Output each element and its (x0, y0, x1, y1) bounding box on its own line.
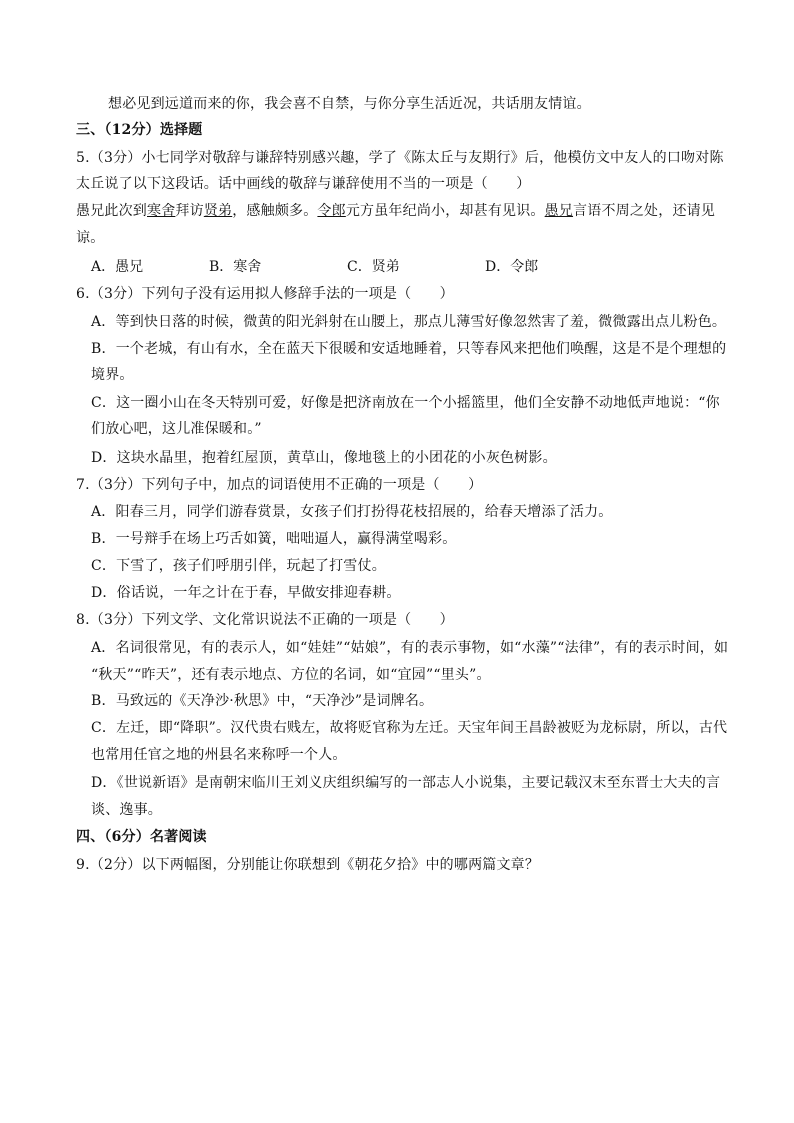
q5-underlined-word: 寒舍 (147, 203, 176, 219)
q5-passage-text: 拜访 (175, 203, 204, 219)
q5-option-a[interactable]: A．愚兄 (91, 259, 144, 275)
q8-option-a-cont: “秋天”“昨天”，还有表示地点、方位的名词，如“宜园”“里头”。 (91, 667, 491, 683)
q5-stem-line1: 5.（3分）小七同学对敬辞与谦辞特别感兴趣，学了《陈太丘与友期行》后，他模仿文中友人的口吻对陈 (76, 150, 724, 166)
q7-stem: 7.（3分）下列句子中，加点的词语使用不正确的一项是（ ） (76, 477, 483, 493)
q6-option-c[interactable]: C．这一圈小山在冬天特别可爱，好像是把济南放在一个小摇篮里，他们全安静不动地低声地说：“你 (91, 395, 720, 411)
q6-stem: 6.（3分）下列句子没有运用拟人修辞手法的一项是（ ） (76, 286, 454, 302)
q5-underlined-word: 贤弟 (203, 203, 233, 219)
q8-option-d-cont: 谈、逸事。 (91, 802, 162, 818)
section-3-title: 三、（12分）选择题 (76, 122, 203, 138)
q6-option-c-cont: 们放心吧，这儿准保暖和。” (91, 421, 262, 437)
q5-passage-line2: 谅。 (76, 230, 105, 246)
q5-underlined-word: 愚兄 (544, 203, 574, 219)
q6-option-b-cont: 境界。 (91, 367, 134, 383)
q5-passage-text: ，感触颇多。 (232, 203, 318, 219)
q8-option-c-cont: 也常用任官之地的州县名来称呼一个人。 (91, 747, 347, 763)
q5-passage-text: 愚兄此次到 (76, 203, 147, 219)
q9-stem: 9.（2分）以下两幅图，分别能让你联想到《朝花夕拾》中的哪两篇文章？ (76, 857, 540, 873)
q8-option-c[interactable]: C．左迁，即“降职”。汉代贵右贱左，故将贬官称为左迁。天宝年间王昌龄被贬为龙标尉，所以，古代 (91, 720, 728, 736)
q5-underlined-word: 令郎 (317, 203, 346, 219)
q5-passage-text: 言语不周之处，还请见 (573, 203, 716, 219)
q5-stem-line2: 太丘说了以下这段话。话中画线的敬辞与谦辞使用不当的一项是（ ） (76, 176, 531, 192)
q5-option-b[interactable]: B．寒舍 (209, 259, 262, 275)
q8-stem: 8.（3分）下列文学、文化常识说法不正确的一项是（ ） (76, 612, 454, 628)
q5-option-d[interactable]: D．令郎 (485, 259, 539, 275)
q6-option-a[interactable]: A．等到快日落的时候，微黄的阳光斜射在山腰上，那点儿薄雪好像忽然害了羞，微微露出点儿粉色。 (91, 314, 727, 330)
q7-option-b[interactable]: B．一号辩手在场上巧舌如簧，咄咄逼人，赢得满堂喝彩。 (91, 531, 457, 547)
q7-option-a[interactable]: A．阳春三月，同学们游春赏景，女孩子们打扮得花枝招展的，给春天增添了活力。 (91, 504, 613, 520)
q7-option-c[interactable]: C．下雪了，孩子们呼朋引伴，玩起了打雪仗。 (91, 558, 386, 574)
q7-option-d[interactable]: D．俗话说，一年之计在于春，早做安排迎春耕。 (91, 585, 401, 601)
q5-passage-text: 元方虽年纪尚小，却甚有见识。 (345, 203, 545, 219)
q6-option-d[interactable]: D．这块水晶里，抱着红屋顶，黄草山，像地毯上的小团花的小灰色树影。 (91, 450, 557, 466)
q5-passage-line1 (76, 201, 715, 221)
q5-option-c[interactable]: C．贤弟 (347, 259, 400, 275)
q8-option-b[interactable]: B．马致远的《天净沙·秋思》中，“天净沙”是词牌名。 (91, 693, 434, 709)
section-4-title: 四、（6分）名著阅读 (76, 829, 207, 845)
q8-option-d[interactable]: D．《世说新语》是南朝宋临川王刘义庆组织编写的一部志人小说集，主要记载汉末至东晋士大夫的言 (91, 775, 721, 791)
intro-line: 想必见到远道而来的你，我会喜不自禁，与你分享生活近况，共话朋友情谊。 (108, 96, 591, 112)
q8-option-a[interactable]: A．名词很常见，有的表示人，如“娃娃”“姑娘”，有的表示事物，如“水藻”“法律”，有的表示时间，如 (91, 640, 729, 656)
q6-option-b[interactable]: B．一个老城，有山有水，全在蓝天下很暖和安适地睡着，只等春风来把他们唤醒，这是不是个理想的 (91, 341, 727, 357)
